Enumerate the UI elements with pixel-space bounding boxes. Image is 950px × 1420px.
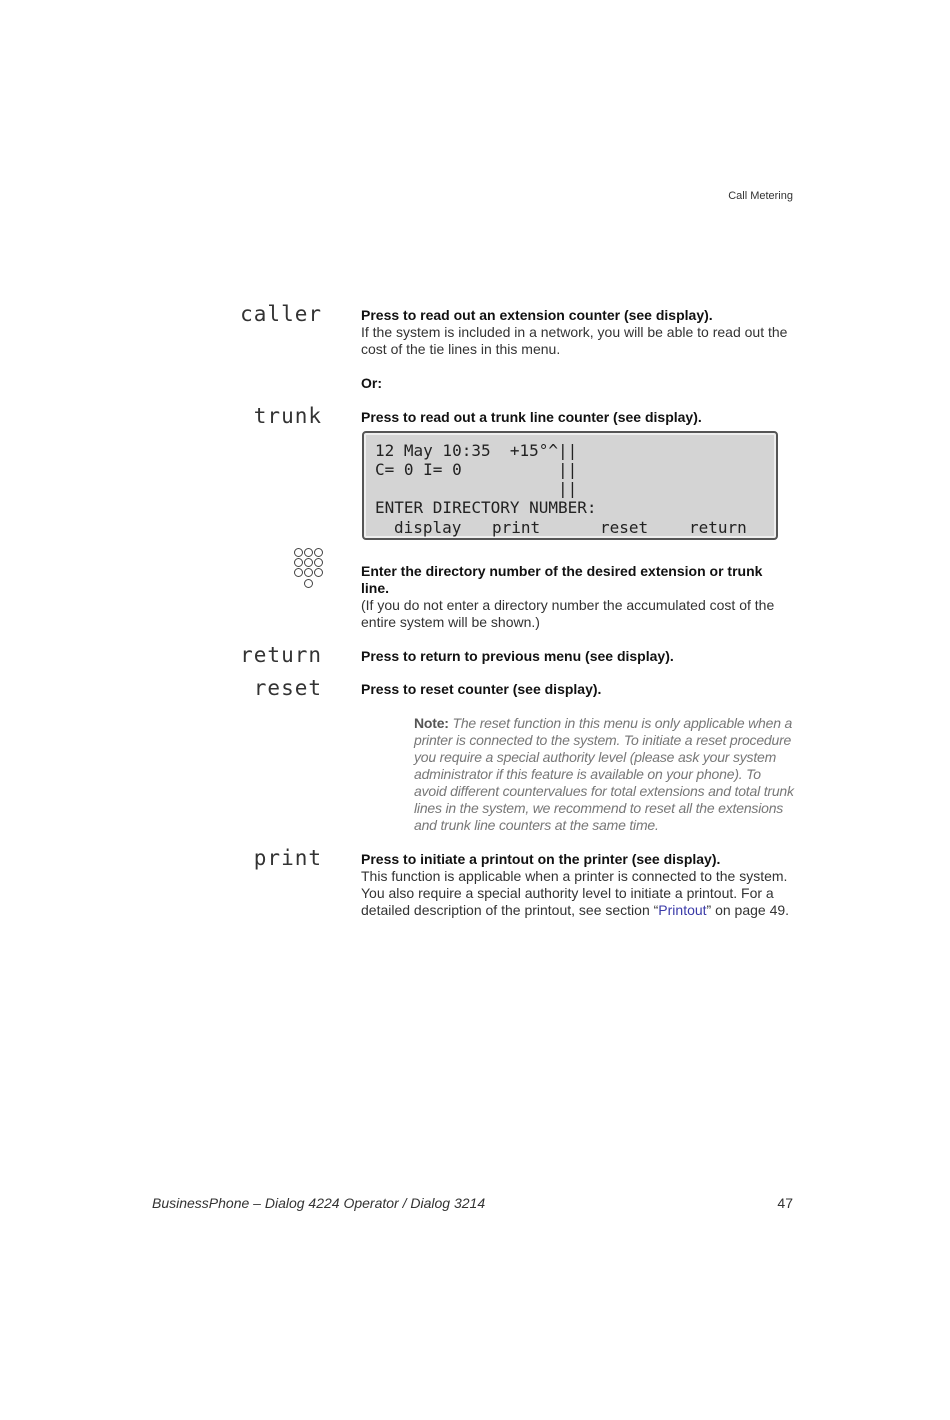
note-label: Note: <box>414 715 449 731</box>
return-softkey-label: return <box>240 643 322 667</box>
reset-softkey-label: reset <box>253 676 322 700</box>
note-text: The reset function in this menu is only applicable when a printer is connected to the system. To initiate a reset procedure you require a special authority level (please ask your system administrator if this feature is available on your phone). To avoid different countervalues for total extensions and total trunk lines in the system, we recommend to reset all the extensions and trunk line counters at the same time. <box>414 715 794 833</box>
enter-number-instruction: Enter the directory number of the desired extension or trunk line. <box>361 563 763 596</box>
enter-number-section <box>361 563 793 631</box>
display-softkey-print: print <box>492 518 541 537</box>
print-description-end: ” on page 49. <box>706 902 790 918</box>
keypad-icon <box>294 548 324 590</box>
display-line-3: || <box>375 479 578 498</box>
display-softkey-reset: reset <box>600 518 649 537</box>
return-instruction: Press to return to previous menu (see display). <box>361 648 674 664</box>
phone-display <box>362 431 778 540</box>
footer-title: BusinessPhone – Dialog 4224 Operator / Dialog 3214 <box>152 1195 486 1211</box>
caller-description: If the system is included in a network, you will be able to read out the cost of the tie lines in this menu. <box>361 324 788 357</box>
display-softkey-display: display <box>394 518 462 537</box>
or-label: Or: <box>361 375 382 391</box>
caller-softkey-label: caller <box>240 302 322 326</box>
reset-note <box>414 715 794 834</box>
print-section <box>361 851 793 919</box>
display-line-2: C= 0 I= 0 || <box>375 460 578 479</box>
display-line-1: 12 May 10:35 +15°^|| <box>375 441 578 460</box>
trunk-softkey-label: trunk <box>253 404 322 428</box>
caller-section <box>361 307 793 358</box>
enter-number-description: (If you do not enter a directory number the accumulated cost of the entire system will be shown.) <box>361 597 775 630</box>
reset-instruction: Press to reset counter (see display). <box>361 681 602 697</box>
print-description <box>361 868 793 919</box>
display-line-4: ENTER DIRECTORY NUMBER: <box>375 498 597 517</box>
trunk-instruction: Press to read out a trunk line counter (see display). <box>361 409 702 425</box>
display-softkey-return: return <box>689 518 747 537</box>
running-header: Call Metering <box>728 190 793 202</box>
print-instruction: Press to initiate a printout on the printer (see display). <box>361 851 721 867</box>
print-softkey-label: print <box>253 846 322 870</box>
print-description-start: This function is applicable when a printer is connected to the system. You also require a special authority level to initiate a printout. For a detailed description of the printout, see section “ <box>361 868 788 918</box>
caller-instruction: Press to read out an extension counter (see display). <box>361 307 713 323</box>
page-number: 47 <box>777 1195 793 1211</box>
printout-link[interactable]: Printout <box>658 902 707 918</box>
